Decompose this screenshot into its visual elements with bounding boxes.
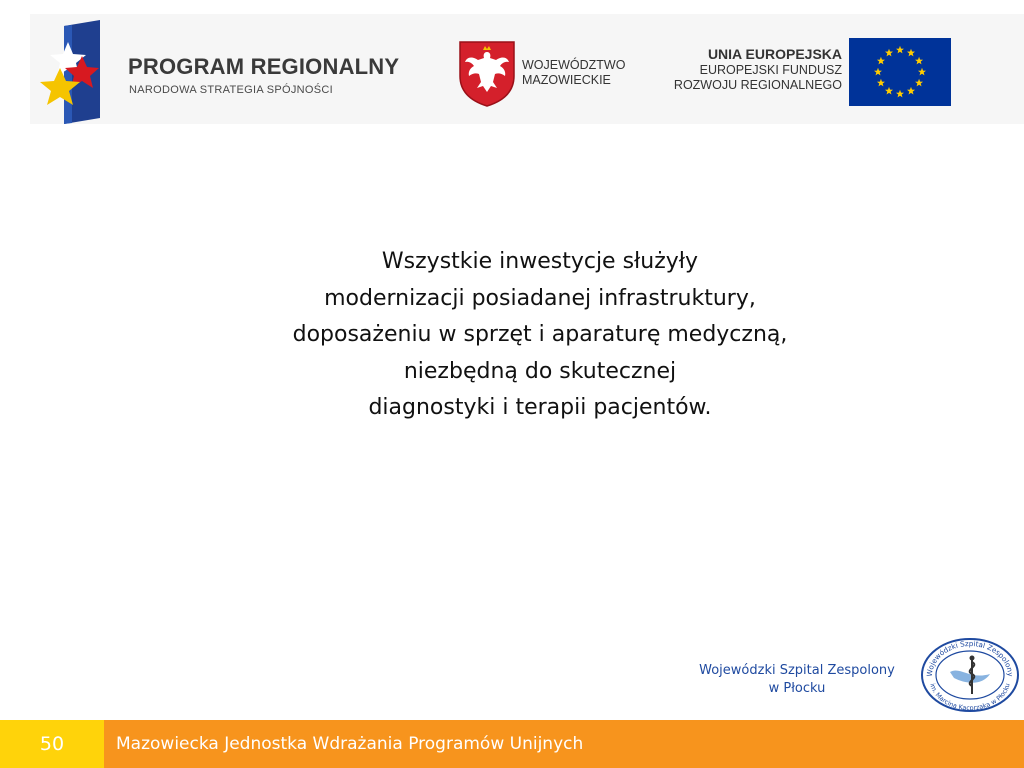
- program-regionalny-flag-icon: [38, 20, 104, 124]
- program-subtitle: NARODOWA STRATEGIA SPÓJNOŚCI: [129, 84, 333, 96]
- voivodeship-line-2: MAZOWIECKIE: [522, 73, 611, 87]
- seal-top-text: Wojewódzki Szpital Zespolony: [924, 638, 1016, 677]
- seal-bottom-text: im. Marcina Kacprzaka w Płocku: [928, 682, 1012, 712]
- hospital-name-line-2: w Płocku: [768, 681, 826, 696]
- main-statement: [140, 244, 940, 427]
- footer-text: Mazowiecka Jednostka Wdrażania Programów Unijnych: [116, 734, 584, 754]
- statement-line: niezbędną do skutecznej: [403, 358, 677, 384]
- statement-line: modernizacji posiadanej infrastruktury,: [324, 285, 756, 311]
- eu-fund-line-2: ROZWOJU REGIONALNEGO: [673, 78, 842, 92]
- eu-fund-line-1: EUROPEJSKI FUNDUSZ: [699, 63, 842, 77]
- white-eagle-shield-icon: [456, 38, 518, 108]
- footer-bar: [0, 720, 1024, 768]
- statement-line: diagnostyki i terapii pacjentów.: [368, 395, 712, 420]
- voivodeship-line-1: WOJEWÓDZTWO: [522, 58, 626, 72]
- statement-line: doposażeniu w sprzęt i aparaturę medyczną,: [292, 322, 788, 347]
- program-title: PROGRAM REGIONALNY: [128, 54, 400, 79]
- voivodeship-name: [522, 58, 625, 88]
- hospital-name: [672, 662, 922, 698]
- hospital-name-line-1: Wojewódzki Szpital Zespolony: [699, 663, 895, 678]
- statement-line: Wszystkie inwestycje służyły: [381, 249, 699, 274]
- eu-title: UNIA EUROPEJSKA: [707, 46, 842, 62]
- eu-funding-label: [650, 46, 842, 93]
- page-number: 50: [0, 720, 104, 768]
- eu-flag-icon: [849, 38, 951, 106]
- hospital-seal-icon: [920, 636, 1020, 712]
